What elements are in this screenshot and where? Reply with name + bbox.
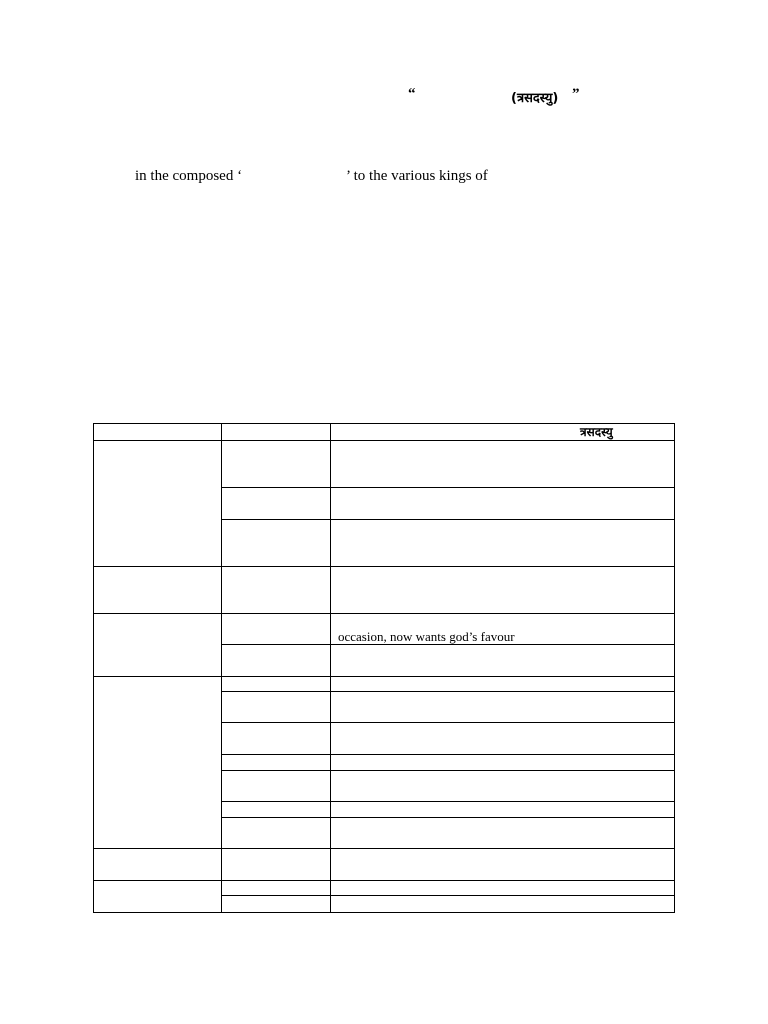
subrow-divider <box>221 722 674 723</box>
row-divider <box>94 613 674 614</box>
subrow-divider <box>221 691 674 692</box>
header-row-divider <box>94 440 674 441</box>
document-title <box>0 86 768 110</box>
row-divider <box>94 676 674 677</box>
row-divider <box>94 848 674 849</box>
subrow-divider <box>221 817 674 818</box>
column-divider-2 <box>330 424 331 912</box>
subrow-divider <box>221 487 674 488</box>
column-divider-1 <box>221 424 222 912</box>
intro-text-part1: in the composed ‘ <box>135 168 243 184</box>
title-open-quote: “ <box>408 86 416 102</box>
subrow-divider <box>221 770 674 771</box>
subrow-divider <box>221 801 674 802</box>
title-close-quote: ” <box>572 86 580 102</box>
title-term: (त्रसदस्यु) <box>511 91 559 106</box>
row-divider <box>94 880 674 881</box>
subrow-divider <box>221 754 674 755</box>
intro-text-part2: ’ to the various kings of <box>346 168 488 184</box>
subrow-divider <box>221 519 674 520</box>
data-table <box>93 423 675 913</box>
row-divider <box>94 566 674 567</box>
intro-paragraph <box>0 168 768 188</box>
table-cell-text: occasion, now wants god’s favour <box>338 629 515 644</box>
table-header-term: त्रसदस्यु <box>580 425 613 439</box>
subrow-divider <box>221 895 674 896</box>
